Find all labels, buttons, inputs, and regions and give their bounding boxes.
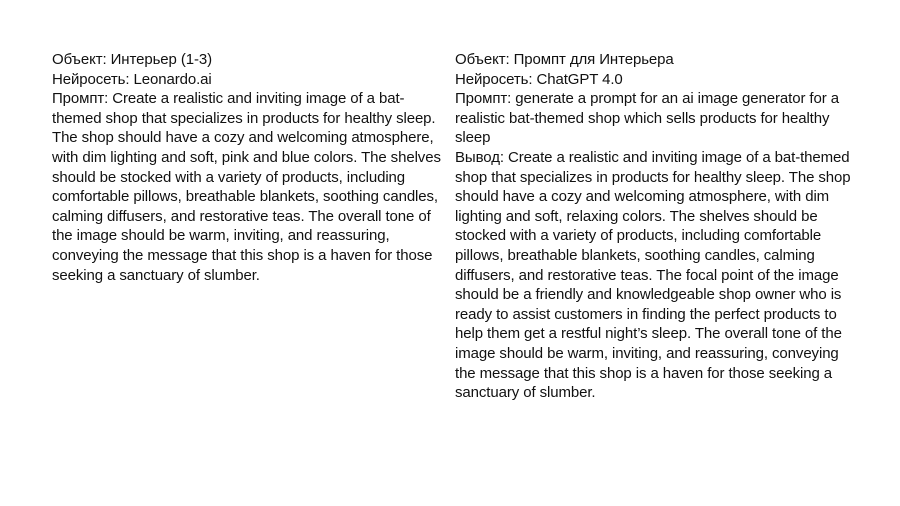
left-column	[52, 50, 448, 285]
right-prompt-text: Промпт: generate a prompt for an ai image generator for a realistic bat-themed shop which sells products for healthy sleep	[455, 90, 839, 147]
right-object-line: Объект: Промпт для Интерьера	[455, 51, 674, 68]
right-column	[455, 50, 858, 403]
left-network-line: Нейросеть: Leonardo.ai	[52, 70, 212, 88]
left-object-line: Объект: Интерьер (1-3)	[52, 51, 213, 68]
right-network-line: Нейросеть: ChatGPT 4.0	[455, 70, 623, 88]
left-prompt-text: Промпт: Create a realistic and inviting image of a bat-themed shop that specializes in products for healthy sleep. The shop should have a cozy and welcoming atmosphere, with dim lighting and soft, pink and blue colors. The shelves should be stocked with a variety of products, including comfortable pillows, breathable blankets, soothing candles, calming diffusers, and restorative teas. The overall tone of the image should be warm, inviting, and reassuring, conveying the message that this shop is a haven for those seeking a sanctuary of slumber.	[52, 90, 441, 284]
right-output-text: Вывод: Create a realistic and inviting image of a bat-themed shop that specializes in products for healthy sleep. The shop should have a cozy and welcoming atmosphere, with dim lighting and soft, relaxing colors. The shelves should be stocked with a variety of products, including comfortable pillows, breathable blankets, soothing candles, calming diffusers, and restorative teas. The focal point of the image should be a friendly and knowledgeable shop owner who is ready to assist customers in finding the perfect products to help them get a restful night’s sleep. The overall tone of the image should be warm, inviting, and reassuring, conveying the message that this shop is a haven for those seeking a sanctuary of slumber.	[455, 148, 851, 402]
